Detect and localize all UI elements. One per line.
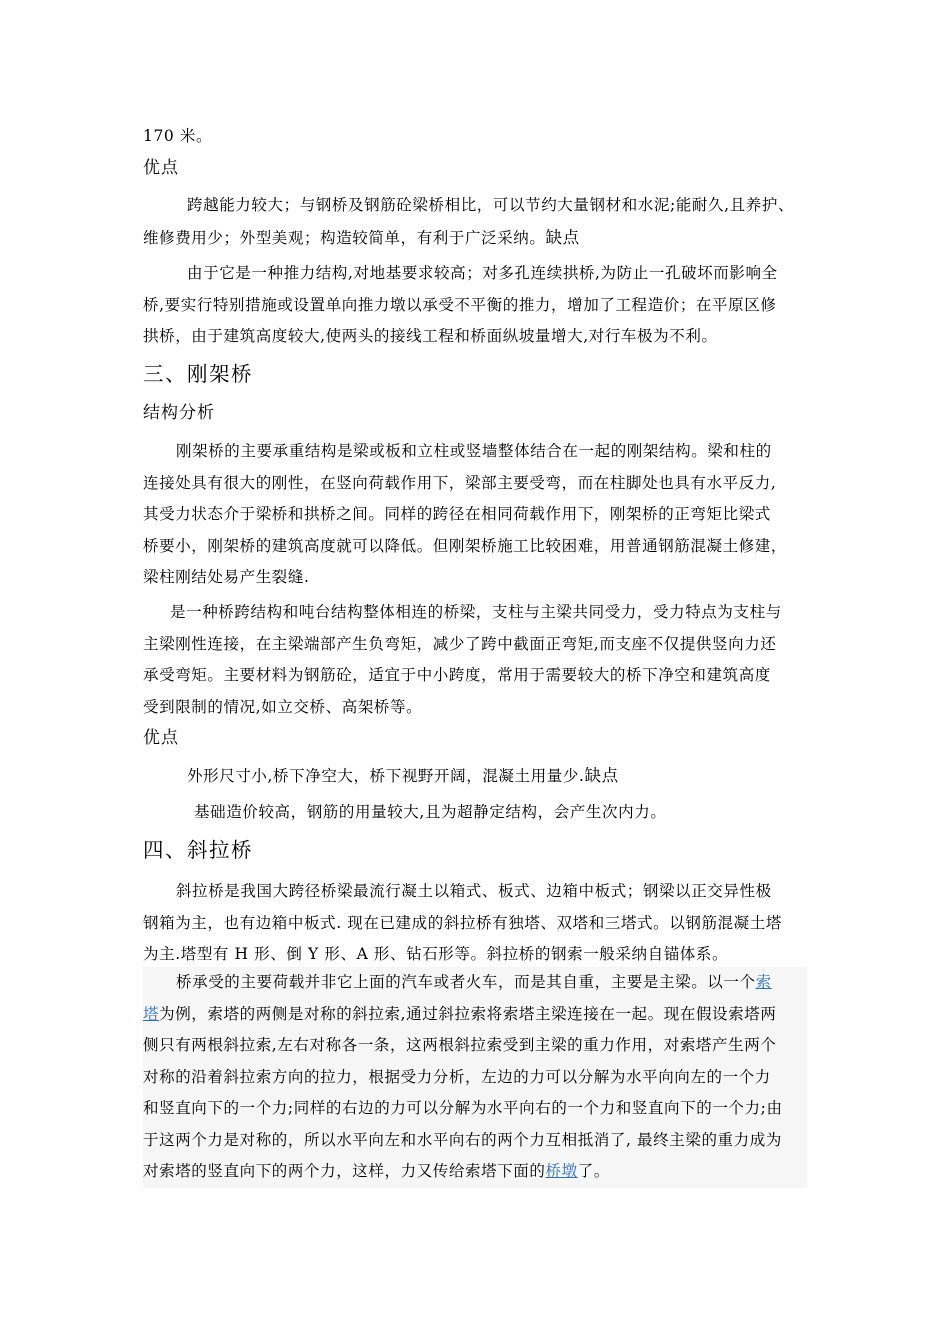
arch-cons-line-3: 拱桥，由于建筑高度较大,使两头的接线工程和桥面纵坡量增大,对行车极为不利。 — [143, 327, 718, 345]
rigid-b-line-1: 是一种桥跨结构和吨台结构整体相连的桥梁，支柱与主梁共同受力，受力特点为支柱与 — [170, 603, 782, 621]
cable-q-line-3: 侧只有两根斜拉索,左右对称各一条，这两根斜拉索受到主梁的重力作用，对索塔产生两个 — [143, 1036, 777, 1054]
rigid-b-line-3: 承受弯矩。主要材料为钢筋砼，适宜于中小跨度，常用于需要较大的桥下净空和建筑高度 — [143, 666, 771, 684]
arch-cons-line-1: 由于它是一种推力结构,对地基要求较高；对多孔连续拱桥,为防止一孔破坏而影响全 — [187, 264, 778, 282]
cable-q-line-6: 于这两个力是对称的，所以水平向左和水平向右的两个力互相抵消了, 最终主梁的重力成为 — [143, 1130, 782, 1149]
cable-q-line-5: 和竖直向下的一个力;同样的右边的力可以分解为水平向右的一个力和竖直向下的一个力;由 — [143, 1099, 783, 1117]
rigid-b-line-2: 主梁刚性连接，在主梁端部产生负弯矩，减少了跨中截面正弯矩,而支座不仅提供竖向力还 — [143, 634, 777, 653]
pier-link[interactable]: 桥墩 — [545, 1162, 578, 1180]
arch-pros-paragraph — [143, 190, 811, 254]
cable-p-line-1: 斜拉桥是我国大跨径桥梁最流行凝土以箱式、板式、边箱中板式；钢梁以正交异性极 — [176, 882, 772, 900]
rigid-a-line-4: 桥要小，刚架桥的建筑高度就可以降低。但刚架桥施工比较困难，用普通钢筋混凝土修建， — [143, 536, 788, 555]
arch-cons-paragraph — [143, 258, 811, 353]
cable-tower-link-cont[interactable]: 塔 — [143, 1004, 160, 1023]
rigid-pros-text: 外形尺寸小,桥下净空大，桥下视野开阔，混凝土用量少. — [187, 767, 585, 785]
arch-pros-line-2 — [143, 222, 811, 255]
cable-q-line-7-end: 了。 — [577, 1162, 610, 1180]
intro-fragment — [143, 121, 811, 153]
arch-cons-line-2: 桥,要实行特别措施或设置单向推力墩以承受不平衡的推力，增加了工程造价；在平原区修 — [143, 295, 777, 314]
rigid-a-line-1: 刚架桥的主要承重结构是梁或板和立柱或竖墙整体结合在一起的刚架结构。梁和柱的 — [176, 442, 772, 460]
rigid-cons-line: 基础造价较高，钢筋的用量较大,且为超静定结构，会产生次内力。 — [194, 803, 667, 821]
arch-pros-line-2-text: 维修费用少；外型美观；构造较简单，有利于广泛采纳。 — [143, 228, 546, 247]
section-title-rigid: 三、刚架桥 — [143, 362, 253, 386]
rigid-a-line-3: 其受力状态介于梁桥和拱桥之间。同样的跨径在相同荷载作用下，刚架桥的正弯矩比梁式 — [143, 505, 771, 523]
cable-intro-paragraph — [143, 876, 811, 971]
rigid-a-line-5: 梁柱刚结处易产生裂缝. — [143, 568, 310, 586]
cable-q-line-7-text: 对索塔的竖直向下的两个力，这样，力又传给索塔下面的 — [143, 1162, 546, 1180]
cable-q-line-2 — [143, 999, 807, 1031]
rigid-a-line-2: 连接处具有很大的刚性，在竖向荷载作用下，梁部主要受弯，而在柱脚处也具有水平反力, — [143, 473, 777, 492]
rigid-pros-heading: 优点 — [143, 728, 179, 748]
rigid-pros-paragraph — [143, 760, 811, 793]
cable-q-line-1 — [143, 967, 807, 999]
cable-q-line-7 — [143, 1156, 807, 1188]
intro-line: 170 米。 — [143, 127, 213, 145]
rigid-definition-paragraph — [143, 597, 811, 723]
cable-q-line-1-text: 桥承受的主要荷载并非它上面的汽车或者火车，而是其自重，主要是主梁。以一个 — [176, 973, 756, 991]
rigid-cons-paragraph — [143, 797, 811, 829]
cable-tower-link[interactable]: 索 — [755, 973, 772, 991]
rigid-analysis-paragraph — [143, 436, 811, 594]
rigid-b-line-4: 受到限制的情况,如立交桥、高架桥等。 — [143, 697, 423, 716]
cable-p-line-2: 钢箱为主，也有边箱中板式. 现在已建成的斜拉桥有独塔、双塔和三塔式。以钢筋混凝土塔 — [143, 913, 782, 932]
cable-q-line-4: 对称的沿着斜拉索方向的拉力，根据受力分析，左边的力可以分解为水平向向左的一个力 — [143, 1067, 771, 1086]
cable-force-paragraph — [143, 967, 807, 1188]
rigid-analysis-heading: 结构分析 — [143, 403, 215, 423]
cable-p-line-3: 为主.塔型有 H 形、倒 Y 形、A 形、钻石形等。斜拉桥的钢索一般采纳自锚体系。 — [143, 945, 729, 963]
arch-cons-heading: 缺点 — [545, 227, 580, 247]
cable-q-line-2-text: 为例，索塔的两侧是对称的斜拉索,通过斜拉索将索塔主梁连接在一起。现在假设索塔两 — [159, 1004, 777, 1023]
rigid-pros-line — [143, 760, 811, 793]
section-title-cable-stayed: 四、斜拉桥 — [143, 838, 253, 862]
arch-pros-heading: 优点 — [143, 158, 179, 178]
rigid-cons-heading: 缺点 — [584, 766, 619, 785]
arch-pros-line-1: 跨越能力较大；与钢桥及钢筋砼梁桥相比，可以节约大量钢材和水泥;能耐久,且养护、 — [187, 196, 795, 214]
